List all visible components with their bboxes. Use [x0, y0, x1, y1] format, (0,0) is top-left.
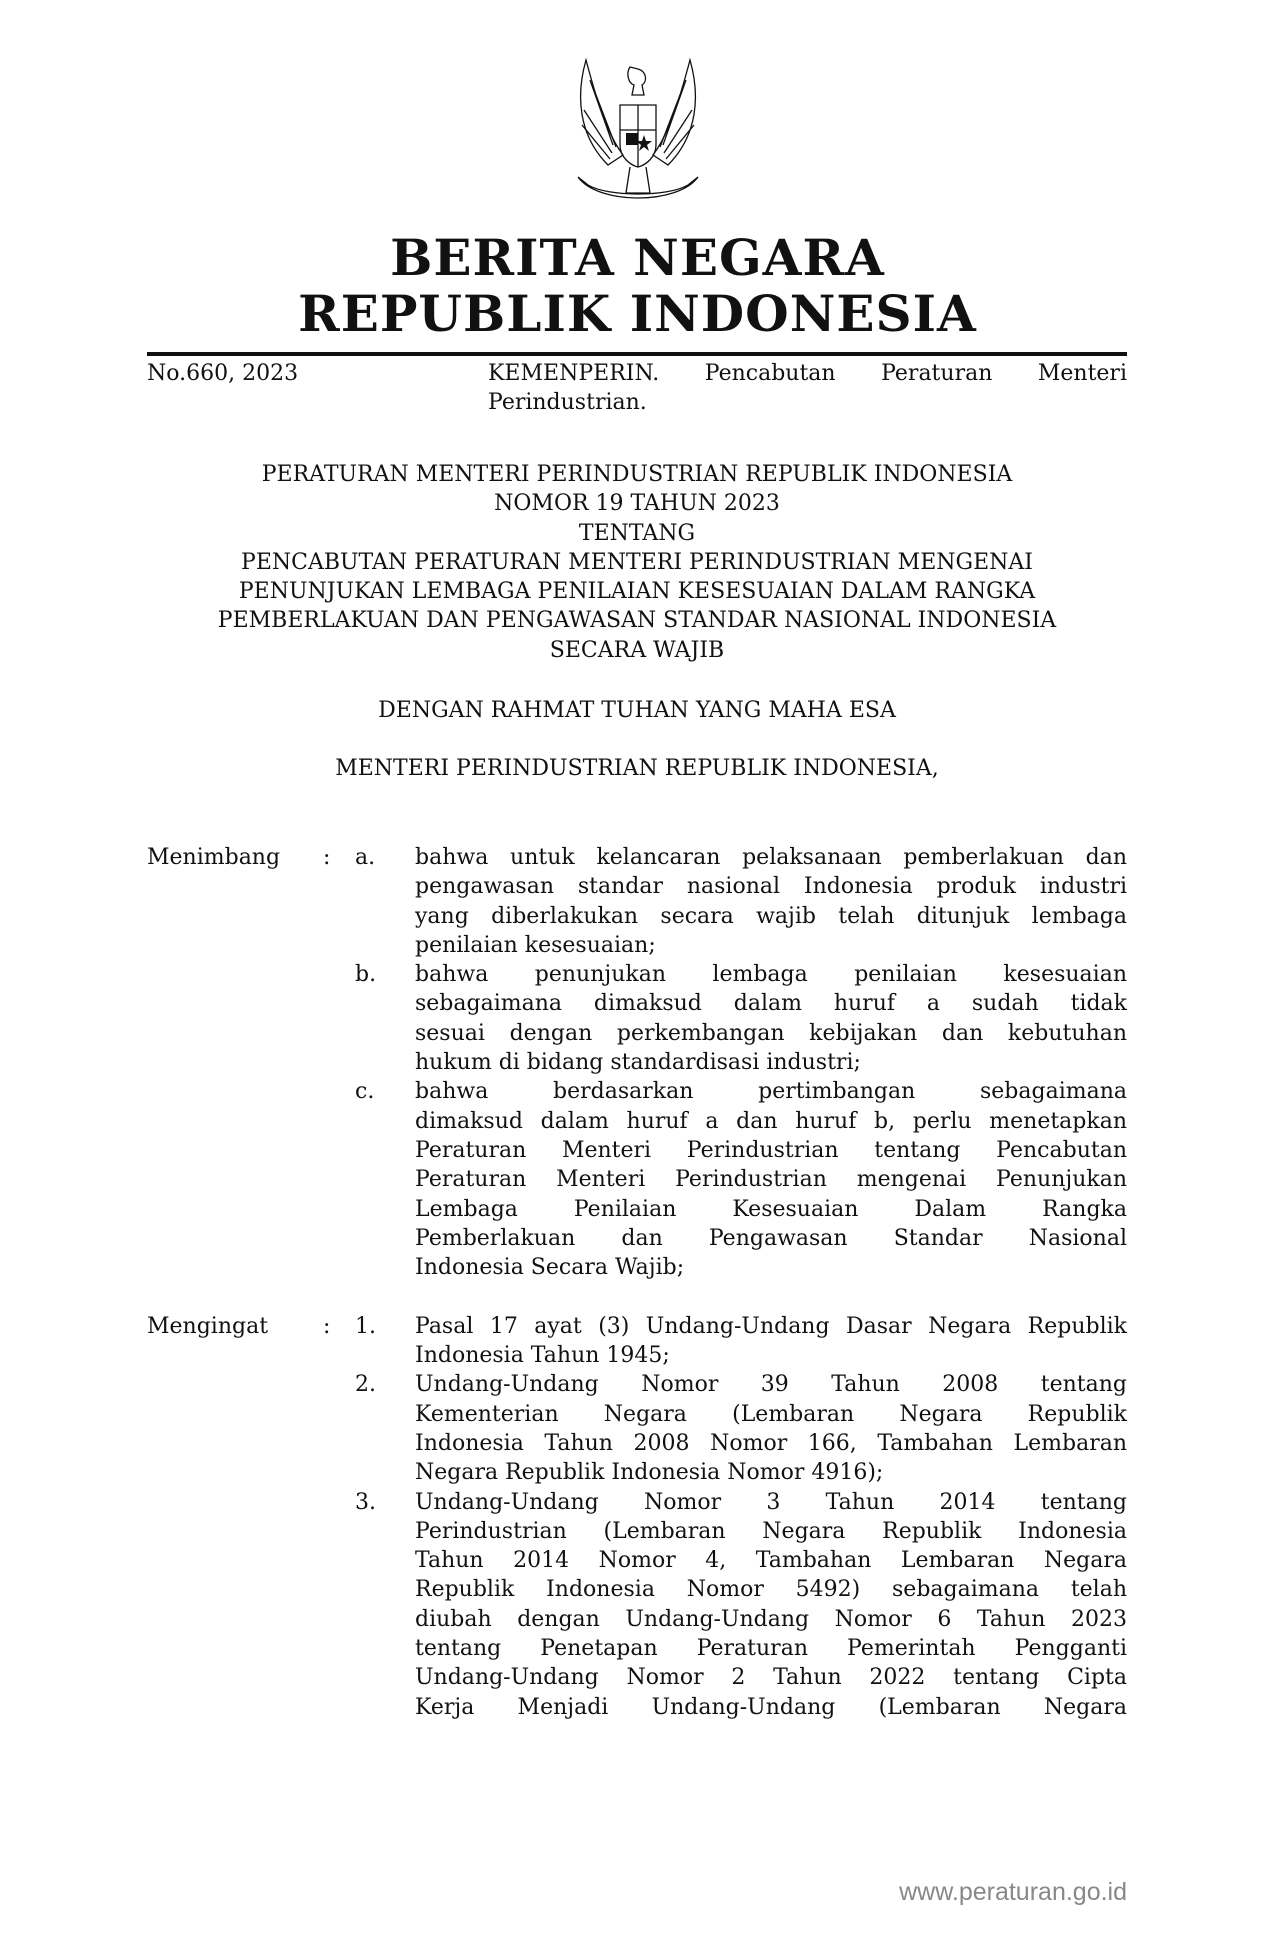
opening-phrase: DENGAN RAHMAT TUHAN YANG MAHA ESA: [378, 698, 896, 723]
list-item: [147, 1312, 1127, 1371]
heading-line: PEMBERLAKUAN DAN PENGAWASAN STANDAR NASIONAL INDONESIA: [217, 608, 1057, 634]
list-item: [147, 1488, 1127, 1722]
list-item-text: [415, 1312, 1127, 1371]
gazette-description-line: Perindustrian.: [488, 390, 647, 416]
text-line: Indonesia Tahun 1945;: [415, 1343, 670, 1369]
source-website-footer: www.peraturan.go.id: [899, 1878, 1127, 1906]
text-line: Peraturan Menteri Perindustrian mengenai Penunjukan: [415, 1167, 1127, 1193]
regulation-body: [147, 843, 1127, 1751]
list-item-text: [415, 1077, 1127, 1282]
minister-title: MENTERI PERINDUSTRIAN REPUBLIK INDONESIA,: [335, 756, 939, 781]
gazette-number: No.660, 2023: [147, 361, 299, 386]
text-line: Pasal 17 ayat (3) Undang-Undang Dasar Negara Republik: [415, 1313, 1127, 1339]
list-item-marker: c.: [355, 1079, 375, 1105]
text-line: Indonesia Secara Wajib;: [415, 1255, 685, 1281]
text-line: Kementerian Negara (Lembaran Negara Republik: [415, 1401, 1127, 1427]
text-line: Pemberlakuan dan Pengawasan Standar Nasional: [415, 1225, 1127, 1251]
garuda-emblem-logo: [568, 55, 708, 215]
section-menimbang: [147, 843, 1127, 1282]
heading-line: NOMOR 19 TAHUN 2023: [494, 491, 780, 517]
list-item-marker: b.: [355, 962, 377, 988]
gazette-title-line1: BERITA NEGARA: [390, 228, 885, 287]
text-line: tentang Penetapan Peraturan Pemerintah Pengganti: [415, 1636, 1127, 1662]
list-item: [147, 1370, 1127, 1487]
text-line: bahwa untuk kelancaran pelaksanaan pemberlakuan dan: [415, 845, 1127, 870]
text-line: hukum di bidang standardisasi industri;: [415, 1050, 861, 1076]
list-item-marker: 1.: [355, 1313, 376, 1339]
heading-line: SECARA WAJIB: [549, 637, 725, 663]
text-line: Undang-Undang Nomor 3 Tahun 2014 tentang: [415, 1489, 1127, 1515]
section-mengingat: [147, 1312, 1127, 1722]
list-item-marker: a.: [355, 845, 376, 870]
text-line: Republik Indonesia Nomor 5492) sebagaimana telah: [415, 1577, 1127, 1603]
section-label: Menimbang: [147, 845, 281, 870]
gazette-description-line: KEMENPERIN. Pencabutan Peraturan Menteri: [488, 361, 1127, 386]
section-colon: :: [323, 845, 331, 870]
text-line: pengawasan standar nasional Indonesia produk industri: [415, 874, 1127, 900]
regulation-heading: [147, 460, 1127, 665]
text-line: Undang-Undang Nomor 2 Tahun 2022 tentang Cipta: [415, 1665, 1127, 1691]
text-line: Peraturan Menteri Perindustrian tentang Pencabutan: [415, 1137, 1127, 1163]
text-line: Perindustrian (Lembaran Negara Republik Indonesia: [415, 1518, 1127, 1544]
text-line: Undang-Undang Nomor 39 Tahun 2008 tentang: [415, 1372, 1127, 1398]
list-item-text: [415, 1370, 1127, 1487]
gazette-description: [488, 359, 1127, 418]
list-item: [147, 960, 1127, 1077]
header-divider: [147, 352, 1127, 356]
list-item: [147, 1077, 1127, 1282]
text-line: diubah dengan Undang-Undang Nomor 6 Tahun 2023: [415, 1606, 1127, 1632]
text-line: bahwa berdasarkan pertimbangan sebagaimana: [415, 1079, 1127, 1105]
section-label: Mengingat: [147, 1313, 269, 1339]
text-line: bahwa penunjukan lembaga penilaian kesesuaian: [415, 962, 1127, 988]
list-item-text: [415, 1488, 1127, 1722]
text-line: sebagaimana dimaksud dalam huruf a sudah tidak: [415, 991, 1127, 1017]
heading-line: PENCABUTAN PERATURAN MENTERI PERINDUSTRIAN MENGENAI: [241, 549, 1033, 575]
text-line: dimaksud dalam huruf a dan huruf b, perlu menetapkan: [415, 1108, 1127, 1134]
text-line: Negara Republik Indonesia Nomor 4916);: [415, 1460, 884, 1486]
gazette-title-line2: REPUBLIK INDONESIA: [298, 284, 977, 343]
list-item-text: [415, 960, 1127, 1077]
text-line: Lembaga Penilaian Kesesuaian Dalam Rangka: [415, 1196, 1127, 1222]
text-line: Indonesia Tahun 2008 Nomor 166, Tambahan Lembaran: [415, 1430, 1127, 1456]
text-line: penilaian kesesuaian;: [415, 932, 656, 958]
list-item: [147, 843, 1127, 960]
heading-line: PENUNJUKAN LEMBAGA PENILAIAN KESESUAIAN DALAM RANGKA: [238, 579, 1036, 605]
text-line: Kerja Menjadi Undang-Undang (Lembaran Negara: [415, 1694, 1127, 1720]
list-item-text: [415, 843, 1127, 960]
text-line: yang diberlakukan secara wajib telah ditunjuk lembaga: [415, 903, 1127, 929]
heading-line: TENTANG: [578, 520, 696, 546]
text-line: Tahun 2014 Nomor 4, Tambahan Lembaran Negara: [415, 1548, 1127, 1574]
section-colon: :: [323, 1313, 331, 1339]
list-item-marker: 2.: [355, 1372, 376, 1398]
text-line: sesuai dengan perkembangan kebijakan dan kebutuhan: [415, 1020, 1127, 1046]
heading-line: PERATURAN MENTERI PERINDUSTRIAN REPUBLIK INDONESIA: [261, 462, 1013, 487]
list-item-marker: 3.: [355, 1489, 376, 1515]
